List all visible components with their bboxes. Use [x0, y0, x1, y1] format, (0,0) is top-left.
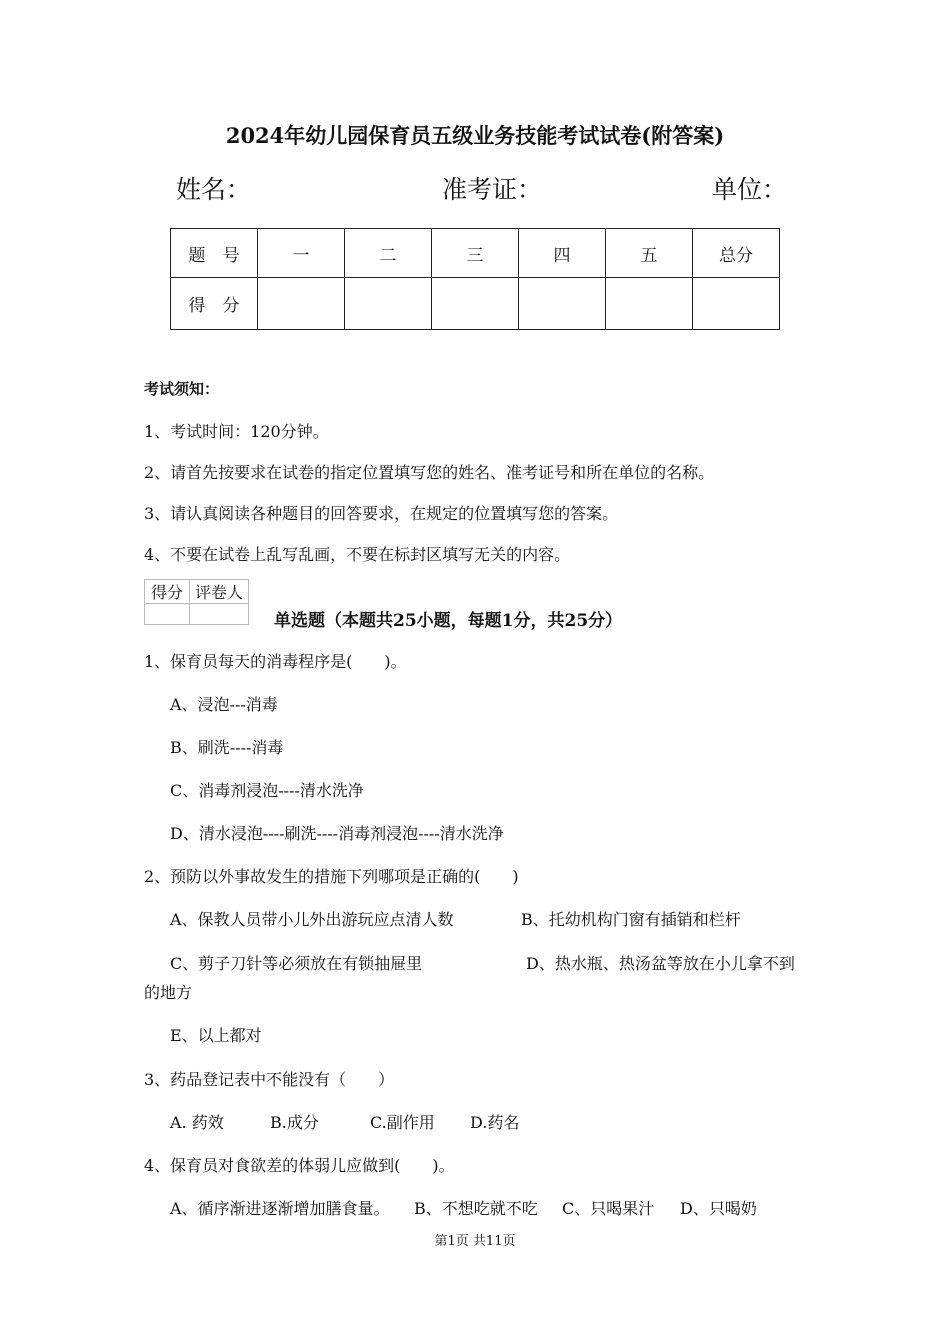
page-footer: 第1页 共11页	[434, 1234, 516, 1249]
question-stem: 4、保育员对食欲差的体弱儿应做到( )。	[144, 1156, 455, 1175]
option: C、只喝果汁	[562, 1199, 655, 1218]
option: B、刷洗----消毒	[170, 738, 284, 757]
option: A. 药效	[170, 1113, 224, 1132]
question-stem: 1、保育员每天的消毒程序是( )。	[144, 652, 407, 671]
option: C、剪子刀针等必须放在有锁抽屉里	[170, 954, 423, 973]
score-cell[interactable]	[345, 278, 432, 330]
option: A、浸泡---消毒	[170, 695, 278, 714]
notice-item: 4、不要在试卷上乱写乱画，不要在标封区填写无关的内容。	[144, 545, 571, 564]
score-row-label: 得 分	[171, 278, 258, 330]
grader-box-grader-label: 评卷人	[190, 580, 249, 604]
score-table-header: 五	[606, 229, 693, 278]
score-cell[interactable]	[606, 278, 693, 330]
question-stem: 3、药品登记表中不能没有（ ）	[144, 1070, 395, 1089]
option: B、不想吃就不吃	[414, 1199, 538, 1218]
option: D.药名	[470, 1113, 520, 1132]
option: A、循序渐进逐渐增加膳食量。	[170, 1199, 390, 1218]
notice-item: 3、请认真阅读各种题目的回答要求，在规定的位置填写您的答案。	[144, 504, 619, 523]
notice-item: 1、考试时间：120分钟。	[144, 422, 329, 441]
grader-box-cell[interactable]	[145, 604, 190, 625]
option: D、只喝奶	[680, 1199, 757, 1218]
score-cell[interactable]	[693, 278, 780, 330]
name-field-label: 姓名：	[176, 175, 252, 204]
unit-field-label: 单位：	[712, 175, 788, 204]
option: A、保教人员带小儿外出游玩应点清人数	[170, 910, 454, 929]
option: D、热水瓶、热汤盆等放在小儿拿不到	[526, 954, 795, 973]
score-table-header: 二	[345, 229, 432, 278]
section-title: 单选题（本题共25小题，每题1分，共25分）	[274, 611, 623, 631]
option: D、清水浸泡----刷洗----消毒剂浸泡----清水洗净	[170, 824, 504, 843]
page-title: 2024年幼儿园保育员五级业务技能考试试卷(附答案)	[225, 123, 725, 148]
grader-box-score-label: 得分	[145, 580, 190, 604]
option: C.副作用	[370, 1113, 435, 1132]
option-continuation: 的地方	[144, 983, 193, 1002]
score-cell[interactable]	[432, 278, 519, 330]
notice-item: 2、请首先按要求在试卷的指定位置填写您的姓名、准考证号和所在单位的名称。	[144, 463, 715, 482]
score-table-header: 三	[432, 229, 519, 278]
notice-heading: 考试须知：	[144, 380, 220, 398]
option: C、消毒剂浸泡----清水洗净	[170, 781, 364, 800]
grader-box-cell[interactable]	[190, 604, 249, 625]
question-stem: 2、预防以外事故发生的措施下列哪项是正确的( )	[144, 867, 519, 886]
score-cell[interactable]	[519, 278, 606, 330]
score-cell[interactable]	[258, 278, 345, 330]
score-table-header: 一	[258, 229, 345, 278]
exam-id-field-label: 准考证：	[442, 175, 543, 204]
score-table-header: 题 号	[171, 229, 258, 278]
score-table-header: 总分	[693, 229, 780, 278]
option: E、以上都对	[170, 1026, 262, 1045]
grader-box	[144, 579, 249, 625]
score-table-header: 四	[519, 229, 606, 278]
option: B.成分	[270, 1113, 319, 1132]
option: B、托幼机构门窗有插销和栏杆	[521, 910, 741, 929]
score-table	[170, 228, 780, 330]
